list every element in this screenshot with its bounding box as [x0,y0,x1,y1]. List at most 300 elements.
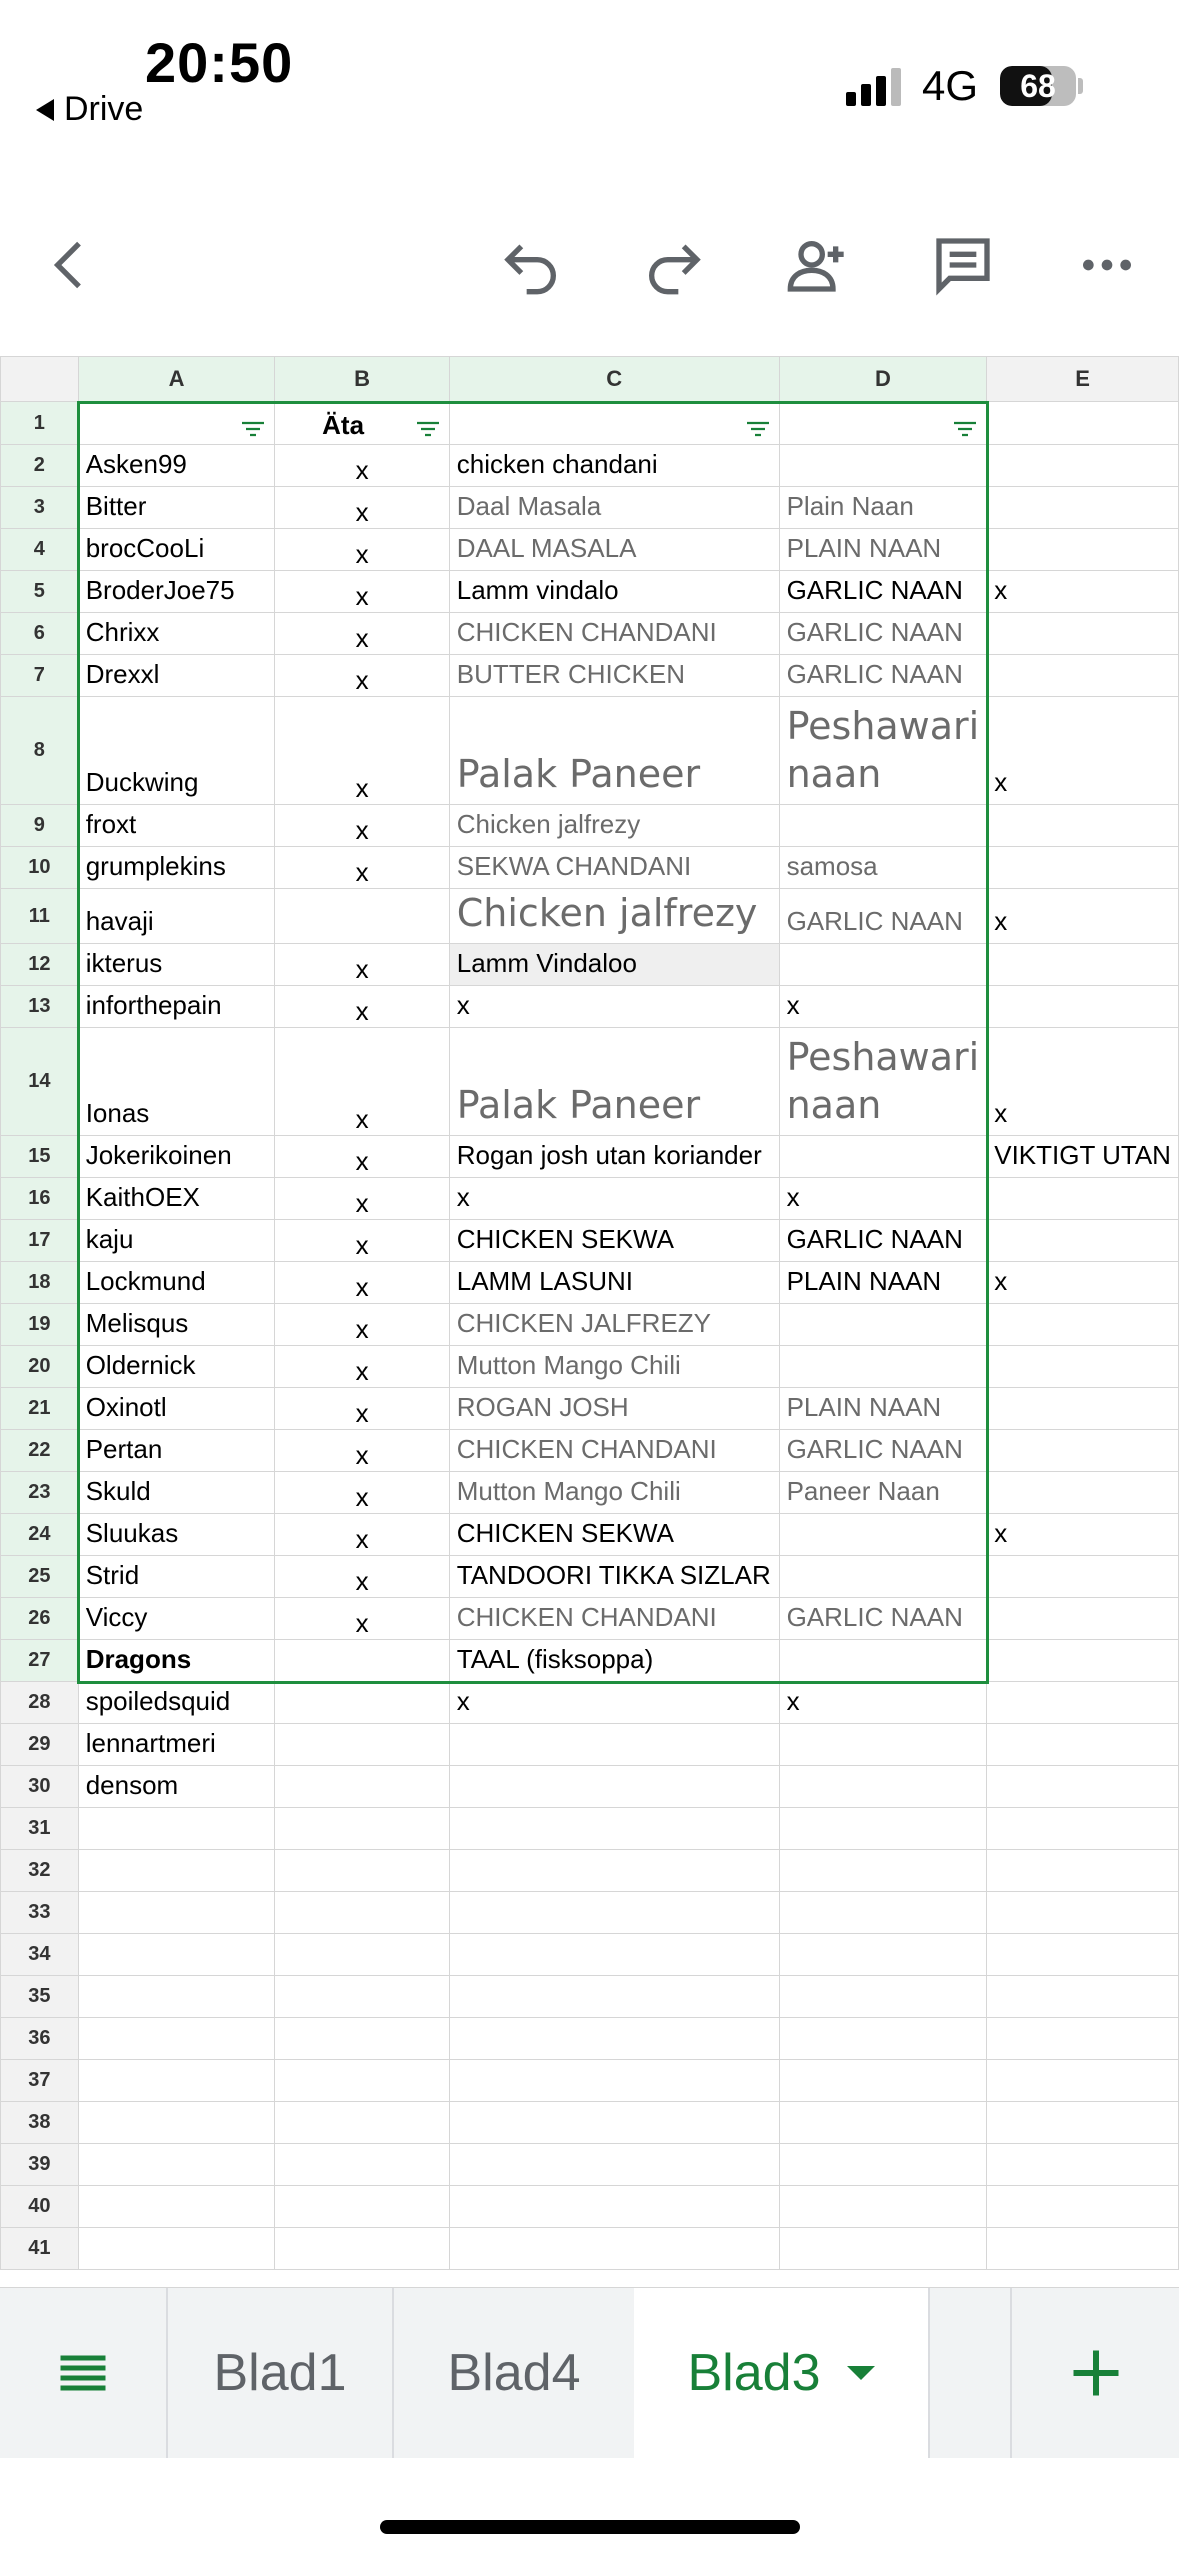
cell-a39[interactable] [78,2144,275,2186]
cell-c1[interactable] [449,402,779,445]
column-header-e[interactable]: E [987,357,1179,402]
cell-b10[interactable]: x [275,847,449,889]
cell-b38[interactable] [275,2102,449,2144]
cell-a32[interactable] [78,1850,275,1892]
cell-d16[interactable]: x [779,1178,987,1220]
cell-c33[interactable] [449,1892,779,1934]
cell-c35[interactable] [449,1976,779,2018]
cell-b1[interactable] [275,402,449,445]
cell-e22[interactable] [987,1430,1179,1472]
row-header[interactable]: 17 [1,1220,79,1262]
row-header[interactable]: 8 [1,697,79,805]
cell-a36[interactable] [78,2018,275,2060]
sheet-row [1,1514,1179,1556]
cell-e15[interactable]: VIKTIGT UTAN [987,1136,1179,1178]
cell-e10[interactable] [987,847,1179,889]
tab-blad3[interactable] [634,2288,928,2458]
cell-a23[interactable]: Skuld [78,1472,275,1514]
cell-d36[interactable] [779,2018,987,2060]
row-header[interactable]: 39 [1,2144,79,2186]
cell-a31[interactable] [78,1808,275,1850]
cell-b29[interactable] [275,1724,449,1766]
cell-b14[interactable]: x [275,1028,449,1136]
cell-d12[interactable] [779,944,987,986]
cell-d26[interactable]: GARLIC NAAN [779,1598,987,1640]
cell-d40[interactable] [779,2186,987,2228]
back-to-app-link[interactable] [36,90,143,129]
cell-a21[interactable]: Oxinotl [78,1388,275,1430]
cell-a16[interactable]: KaithOEX [78,1178,275,1220]
cell-a7[interactable]: Drexxl [78,655,275,697]
cell-c6[interactable]: CHICKEN CHANDANI [449,613,779,655]
cell-c25[interactable]: TANDOORI TIKKA SIZLAR [449,1556,779,1598]
cell-e30[interactable] [987,1766,1179,1808]
add-sheet-icon[interactable] [1012,2288,1179,2458]
cell-b32[interactable] [275,1850,449,1892]
battery-percent: 68 [1020,68,1056,104]
comment-icon[interactable] [918,220,1008,310]
row-header[interactable]: 6 [1,613,79,655]
cell-a17[interactable]: kaju [78,1220,275,1262]
cell-a22[interactable]: Pertan [78,1430,275,1472]
cell-a2[interactable]: Asken99 [78,445,275,487]
cell-e5[interactable]: x [987,571,1179,613]
row-header[interactable]: 13 [1,986,79,1028]
sheet-row [1,529,1179,571]
spreadsheet-grid[interactable] [0,356,1179,2286]
cell-c21[interactable]: ROGAN JOSH [449,1388,779,1430]
cell-a8[interactable]: Duckwing [78,697,275,805]
cell-e17[interactable] [987,1220,1179,1262]
cell-d2[interactable] [779,445,987,487]
cell-b39[interactable] [275,2144,449,2186]
cell-d25[interactable] [779,1556,987,1598]
cell-d34[interactable] [779,1934,987,1976]
cell-b31[interactable] [275,1808,449,1850]
cell-b20[interactable]: x [275,1346,449,1388]
cell-a4[interactable]: brocCooLi [78,529,275,571]
row-header[interactable]: 2 [1,445,79,487]
cell-d31[interactable] [779,1808,987,1850]
column-header-b[interactable]: B [275,357,449,402]
cell-a29[interactable]: lennartmeri [78,1724,275,1766]
row-header[interactable]: 3 [1,487,79,529]
cell-e38[interactable] [987,2102,1179,2144]
cell-c4[interactable]: DAAL MASALA [449,529,779,571]
row-header[interactable]: 22 [1,1430,79,1472]
row-header[interactable]: 18 [1,1262,79,1304]
cell-b13[interactable]: x [275,986,449,1028]
cell-b12[interactable]: x [275,944,449,986]
cell-b35[interactable] [275,1976,449,2018]
cell-d13[interactable]: x [779,986,987,1028]
cell-e31[interactable] [987,1808,1179,1850]
sheet-row [1,944,1179,986]
cell-c15[interactable]: Rogan josh utan koriander [449,1136,779,1178]
row-header[interactable]: 19 [1,1304,79,1346]
sheet-row [1,2018,1179,2060]
cell-e16[interactable] [987,1178,1179,1220]
cell-c31[interactable] [449,1808,779,1850]
cell-a33[interactable] [78,1892,275,1934]
row-header[interactable]: 4 [1,529,79,571]
cell-e7[interactable] [987,655,1179,697]
row-header[interactable]: 32 [1,1850,79,1892]
cell-e13[interactable] [987,986,1179,1028]
cell-c38[interactable] [449,2102,779,2144]
cell-c24[interactable]: CHICKEN SEKWA [449,1514,779,1556]
cell-b41[interactable] [275,2228,449,2270]
cell-b9[interactable]: x [275,805,449,847]
sheet-row [1,1262,1179,1304]
cell-c40[interactable] [449,2186,779,2228]
row-header[interactable]: 29 [1,1724,79,1766]
filter-icon[interactable] [415,414,441,432]
cell-d9[interactable] [779,805,987,847]
sheet-row [1,1388,1179,1430]
sheet-row [1,1892,1179,1934]
cell-c27[interactable]: TAAL (fisksoppa) [449,1640,779,1682]
cell-b24[interactable]: x [275,1514,449,1556]
cell-e8[interactable]: x [987,697,1179,805]
cell-b7[interactable]: x [275,655,449,697]
row-header[interactable]: 16 [1,1178,79,1220]
cell-a28[interactable]: spoiledsquid [78,1682,275,1724]
sheet-row [1,1766,1179,1808]
row-header[interactable]: 24 [1,1514,79,1556]
cell-e37[interactable] [987,2060,1179,2102]
column-header-a[interactable]: A [78,357,275,402]
status-bar [0,0,1179,150]
cell-a11[interactable]: havaji [78,889,275,944]
back-arrow-icon[interactable] [26,220,116,310]
cell-c26[interactable]: CHICKEN CHANDANI [449,1598,779,1640]
cell-d11[interactable]: GARLIC NAAN [779,889,987,944]
cell-d6[interactable]: GARLIC NAAN [779,613,987,655]
sheet-row [1,1346,1179,1388]
cell-e18[interactable]: x [987,1262,1179,1304]
cell-b8[interactable]: x [275,697,449,805]
cell-d1[interactable] [779,402,987,445]
cell-b37[interactable] [275,2060,449,2102]
cell-e28[interactable] [987,1682,1179,1724]
cell-b23[interactable]: x [275,1472,449,1514]
cell-c28[interactable]: x [449,1682,779,1724]
cell-d21[interactable]: PLAIN NAAN [779,1388,987,1430]
row-header[interactable]: 30 [1,1766,79,1808]
cell-c11[interactable]: Chicken jalfrezy [449,889,779,944]
cell-d20[interactable] [779,1346,987,1388]
cell-e35[interactable] [987,1976,1179,2018]
cell-e41[interactable] [987,2228,1179,2270]
cell-d28[interactable]: x [779,1682,987,1724]
cell-a18[interactable]: Lockmund [78,1262,275,1304]
cell-d33[interactable] [779,1892,987,1934]
cell-c29[interactable] [449,1724,779,1766]
more-icon[interactable] [1062,220,1152,310]
cell-c41[interactable] [449,2228,779,2270]
cell-d41[interactable] [779,2228,987,2270]
cell-e25[interactable] [987,1556,1179,1598]
row-header[interactable]: 40 [1,2186,79,2228]
cell-c10[interactable]: SEKWA CHANDANI [449,847,779,889]
cell-e11[interactable]: x [987,889,1179,944]
cell-e33[interactable] [987,1892,1179,1934]
tab-dropdown-icon[interactable] [847,2366,875,2380]
cell-a30[interactable]: densom [78,1766,275,1808]
filter-icon[interactable] [952,414,978,432]
column-header-c[interactable]: C [449,357,779,402]
undo-icon[interactable] [487,220,577,310]
cell-c16[interactable]: x [449,1178,779,1220]
row-header[interactable]: 14 [1,1028,79,1136]
cell-a15[interactable]: Jokerikoinen [78,1136,275,1178]
cell-a1[interactable] [78,402,275,445]
cell-a3[interactable]: Bitter [78,487,275,529]
row-header[interactable]: 37 [1,2060,79,2102]
cell-a24[interactable]: Sluukas [78,1514,275,1556]
sheet-row [1,1808,1179,1850]
cell-c12[interactable]: Lamm Vindaloo [449,944,779,986]
row-header[interactable]: 7 [1,655,79,697]
cell-c39[interactable] [449,2144,779,2186]
cell-c32[interactable] [449,1850,779,1892]
all-sheets-menu-icon[interactable] [0,2288,166,2458]
cell-a14[interactable]: Ionas [78,1028,275,1136]
cell-e21[interactable] [987,1388,1179,1430]
cell-c5[interactable]: Lamm vindalo [449,571,779,613]
row-header[interactable]: 27 [1,1640,79,1682]
sheet-row [1,1934,1179,1976]
row-header[interactable]: 36 [1,2018,79,2060]
cell-c30[interactable] [449,1766,779,1808]
cell-e27[interactable] [987,1640,1179,1682]
filter-icon[interactable] [240,414,266,432]
cell-a37[interactable] [78,2060,275,2102]
cell-a25[interactable]: Strid [78,1556,275,1598]
cell-b4[interactable]: x [275,529,449,571]
cell-e19[interactable] [987,1304,1179,1346]
cell-c14[interactable]: Palak Paneer [449,1028,779,1136]
cell-d30[interactable] [779,1766,987,1808]
cell-e24[interactable]: x [987,1514,1179,1556]
row-header[interactable]: 25 [1,1556,79,1598]
cell-c2[interactable]: chicken chandani [449,445,779,487]
cell-e2[interactable] [987,445,1179,487]
cell-b28[interactable] [275,1682,449,1724]
cell-e34[interactable] [987,1934,1179,1976]
cell-a10[interactable]: grumplekins [78,847,275,889]
cell-b5[interactable]: x [275,571,449,613]
cell-b22[interactable]: x [275,1430,449,1472]
sheet-table[interactable] [0,356,1179,2270]
cell-b30[interactable] [275,1766,449,1808]
row-header[interactable]: 11 [1,889,79,944]
sheet-row [1,1220,1179,1262]
cell-e26[interactable] [987,1598,1179,1640]
cell-e4[interactable] [987,529,1179,571]
row-header[interactable]: 31 [1,1808,79,1850]
home-indicator [380,2520,800,2534]
filter-icon[interactable] [745,414,771,432]
cell-b18[interactable]: x [275,1262,449,1304]
cell-c9[interactable]: Chicken jalfrezy [449,805,779,847]
cell-e9[interactable] [987,805,1179,847]
cell-a6[interactable]: Chrixx [78,613,275,655]
cell-c17[interactable]: CHICKEN SEKWA [449,1220,779,1262]
cell-b36[interactable] [275,2018,449,2060]
cell-b17[interactable]: x [275,1220,449,1262]
row-header[interactable]: 10 [1,847,79,889]
cell-c3[interactable]: Daal Masala [449,487,779,529]
clock: 20:50 [145,31,294,94]
cell-a26[interactable]: Viccy [78,1598,275,1640]
row-header[interactable]: 34 [1,1934,79,1976]
cell-e23[interactable] [987,1472,1179,1514]
cell-c36[interactable] [449,2018,779,2060]
sheet-row [1,1640,1179,1682]
row-header[interactable]: 35 [1,1976,79,2018]
cell-e3[interactable] [987,487,1179,529]
cell-b34[interactable] [275,1934,449,1976]
sheet-row [1,1724,1179,1766]
sheet-row [1,986,1179,1028]
cell-e39[interactable] [987,2144,1179,2186]
cell-c37[interactable] [449,2060,779,2102]
cell-d8[interactable]: Peshawari naan [779,697,987,805]
cell-c34[interactable] [449,1934,779,1976]
cell-d23[interactable]: Paneer Naan [779,1472,987,1514]
sheet-row [1,805,1179,847]
cell-d38[interactable] [779,2102,987,2144]
battery-icon [1000,66,1076,106]
sheets-toolbar [0,200,1179,330]
cell-b6[interactable]: x [275,613,449,655]
cell-c19[interactable]: CHICKEN JALFREZY [449,1304,779,1346]
cell-d39[interactable] [779,2144,987,2186]
cell-c23[interactable]: Mutton Mango Chili [449,1472,779,1514]
cell-d3[interactable]: Plain Naan [779,487,987,529]
cell-b27[interactable] [275,1640,449,1682]
cell-d7[interactable]: GARLIC NAAN [779,655,987,697]
cell-e6[interactable] [987,613,1179,655]
tab-blad4[interactable]: Blad4 [447,2344,581,2402]
redo-icon[interactable] [628,220,718,310]
cell-d19[interactable] [779,1304,987,1346]
cell-c20[interactable]: Mutton Mango Chili [449,1346,779,1388]
cell-c22[interactable]: CHICKEN CHANDANI [449,1430,779,1472]
cell-c8[interactable]: Palak Paneer [449,697,779,805]
cell-b26[interactable]: x [275,1598,449,1640]
cell-e12[interactable] [987,944,1179,986]
cell-b11[interactable] [275,889,449,944]
cell-d10[interactable]: samosa [779,847,987,889]
cell-d27[interactable] [779,1640,987,1682]
cell-d24[interactable] [779,1514,987,1556]
cell-b33[interactable] [275,1892,449,1934]
cell-b19[interactable]: x [275,1304,449,1346]
cell-d18[interactable]: PLAIN NAAN [779,1262,987,1304]
cell-e32[interactable] [987,1850,1179,1892]
sheet-tabs-bar [0,2287,1179,2458]
cell-b15[interactable]: x [275,1136,449,1178]
cell-d17[interactable]: GARLIC NAAN [779,1220,987,1262]
row-header[interactable]: 26 [1,1598,79,1640]
row-header[interactable]: 38 [1,2102,79,2144]
cell-b3[interactable]: x [275,487,449,529]
cell-e40[interactable] [987,2186,1179,2228]
add-person-icon[interactable] [772,220,862,310]
cell-a41[interactable] [78,2228,275,2270]
row-header[interactable]: 1 [1,402,79,445]
sheet-row [1,487,1179,529]
sheet-row [1,571,1179,613]
cell-a5[interactable]: BroderJoe75 [78,571,275,613]
row-header[interactable]: 41 [1,2228,79,2270]
cell-b21[interactable]: x [275,1388,449,1430]
cell-e1[interactable] [987,402,1179,445]
cell-e36[interactable] [987,2018,1179,2060]
cell-d22[interactable]: GARLIC NAAN [779,1430,987,1472]
cell-d4[interactable]: PLAIN NAAN [779,529,987,571]
row-header[interactable]: 28 [1,1682,79,1724]
row-header[interactable]: 33 [1,1892,79,1934]
cell-d32[interactable] [779,1850,987,1892]
cell-e29[interactable] [987,1724,1179,1766]
cell-e20[interactable] [987,1346,1179,1388]
cell-d29[interactable] [779,1724,987,1766]
cell-a12[interactable]: ikterus [78,944,275,986]
cell-c13[interactable]: x [449,986,779,1028]
cell-c7[interactable]: BUTTER CHICKEN [449,655,779,697]
cell-a40[interactable] [78,2186,275,2228]
row-header[interactable]: 9 [1,805,79,847]
cell-a35[interactable] [78,1976,275,2018]
row-header[interactable]: 23 [1,1472,79,1514]
sheet-row [1,1682,1179,1724]
cell-a27[interactable]: Dragons [78,1640,275,1682]
row-header[interactable]: 15 [1,1136,79,1178]
cell-a38[interactable] [78,2102,275,2144]
cell-b40[interactable] [275,2186,449,2228]
signal-icon [846,62,901,106]
cell-d14[interactable]: Peshawari naan [779,1028,987,1136]
sheet-row [1,1598,1179,1640]
cell-a13[interactable]: inforthepain [78,986,275,1028]
cell-a20[interactable]: Oldernick [78,1346,275,1388]
row-header[interactable]: 21 [1,1388,79,1430]
cell-d35[interactable] [779,1976,987,2018]
cell-d15[interactable] [779,1136,987,1178]
cell-b16[interactable]: x [275,1178,449,1220]
row-header[interactable]: 20 [1,1346,79,1388]
cell-b25[interactable]: x [275,1556,449,1598]
sheet-row [1,402,1179,445]
column-header-d[interactable]: D [779,357,987,402]
row-header[interactable]: 12 [1,944,79,986]
cell-a34[interactable] [78,1934,275,1976]
tab-blad1[interactable]: Blad1 [213,2344,347,2402]
cell-c18[interactable]: LAMM LASUNI [449,1262,779,1304]
cell-e14[interactable]: x [987,1028,1179,1136]
cell-d5[interactable]: GARLIC NAAN [779,571,987,613]
cell-a9[interactable]: froxt [78,805,275,847]
select-all-corner[interactable] [1,357,79,402]
cell-b2[interactable]: x [275,445,449,487]
row-header[interactable]: 5 [1,571,79,613]
cell-d37[interactable] [779,2060,987,2102]
cell-a19[interactable]: Melisqus [78,1304,275,1346]
